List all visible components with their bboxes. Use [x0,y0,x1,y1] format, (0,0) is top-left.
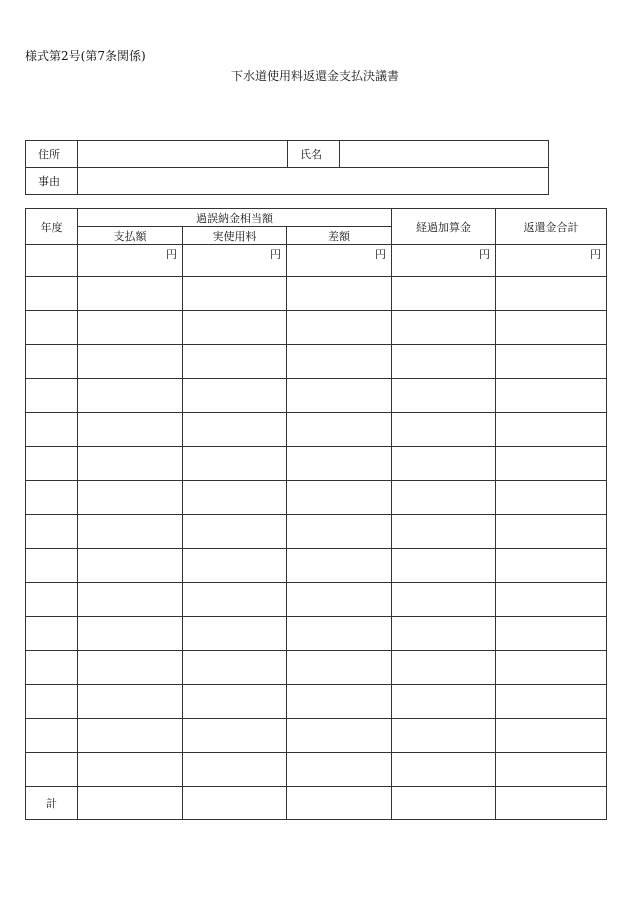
paid-cell[interactable] [78,515,183,549]
interest-cell[interactable] [392,481,496,515]
table-row [26,311,607,345]
paid-cell[interactable] [78,617,183,651]
table-row [26,447,607,481]
year-cell[interactable] [26,379,78,413]
difference-cell[interactable] [287,447,392,481]
refund-total-cell[interactable] [496,617,607,651]
paid-cell[interactable] [78,719,183,753]
actual-fee-cell[interactable] [183,413,287,447]
paid-cell[interactable] [78,651,183,685]
applicant-info-table [25,140,549,195]
table-row [26,379,607,413]
paid-cell[interactable] [78,311,183,345]
total-interest-cell[interactable] [392,787,496,820]
refund-total-cell[interactable] [496,719,607,753]
interest-cell[interactable] [392,651,496,685]
name-field[interactable] [340,141,549,168]
paid-cell[interactable] [78,345,183,379]
address-label: 住所 [26,141,78,168]
interest-cell[interactable] [392,277,496,311]
table-row [26,583,607,617]
interest-cell[interactable] [392,719,496,753]
table-row [26,651,607,685]
actual-fee-cell[interactable] [183,481,287,515]
actual-fee-cell[interactable] [183,447,287,481]
total-row [26,787,607,820]
paid-cell[interactable] [78,753,183,787]
interest-header: 経過加算金 [392,209,496,245]
total-label: 計 [26,787,78,820]
difference-cell[interactable] [287,277,392,311]
table-row [26,617,607,651]
year-cell[interactable] [26,345,78,379]
year-cell[interactable] [26,651,78,685]
year-cell[interactable] [26,447,78,481]
paid-cell[interactable] [78,685,183,719]
interest-cell[interactable] [392,379,496,413]
overpaid-amount-header: 過誤納金相当額 [78,209,392,227]
interest-cell[interactable] [392,685,496,719]
address-field[interactable] [78,141,288,168]
table-row [26,549,607,583]
interest-cell[interactable] [392,753,496,787]
refund-total-header: 返還金合計 [496,209,607,245]
refund-total-cell[interactable] [496,685,607,719]
paid-cell[interactable] [78,447,183,481]
interest-cell[interactable] [392,549,496,583]
paid-cell[interactable] [78,481,183,515]
refund-total-cell[interactable] [496,481,607,515]
difference-cell[interactable] [287,685,392,719]
difference-cell[interactable] [287,719,392,753]
difference-cell[interactable] [287,651,392,685]
unit-label-refund-total: 円 [496,245,607,277]
paid-amount-header: 支払額 [78,227,183,245]
year-header: 年度 [26,209,78,245]
difference-cell[interactable] [287,379,392,413]
actual-fee-cell[interactable] [183,719,287,753]
table-row [26,753,607,787]
name-label: 氏名 [288,141,340,168]
paid-cell[interactable] [78,413,183,447]
paid-cell[interactable] [78,277,183,311]
table-row [26,277,607,311]
refund-total-cell[interactable] [496,345,607,379]
difference-cell[interactable] [287,617,392,651]
header-row-top [26,209,607,227]
unit-row [26,245,607,277]
total-refund-cell[interactable] [496,787,607,820]
interest-cell[interactable] [392,617,496,651]
document-title: 下水道使用料返還金支払決議書 [230,69,399,83]
total-difference-cell[interactable] [287,787,392,820]
refund-total-cell[interactable] [496,379,607,413]
actual-fee-cell[interactable] [183,277,287,311]
paid-cell[interactable] [78,549,183,583]
table-row [26,413,607,447]
actual-fee-cell[interactable] [183,651,287,685]
year-cell[interactable] [26,481,78,515]
actual-fee-cell[interactable] [183,311,287,345]
interest-cell[interactable] [392,583,496,617]
year-cell[interactable] [26,753,78,787]
year-cell[interactable] [26,685,78,719]
interest-cell[interactable] [392,311,496,345]
table-row [26,515,607,549]
difference-cell[interactable] [287,413,392,447]
actual-fee-cell[interactable] [183,617,287,651]
table-row [26,345,607,379]
refund-total-cell[interactable] [496,413,607,447]
difference-cell[interactable] [287,345,392,379]
total-paid-cell[interactable] [78,787,183,820]
actual-fee-cell[interactable] [183,345,287,379]
year-cell[interactable] [26,311,78,345]
actual-fee-cell[interactable] [183,515,287,549]
total-actual-fee-cell[interactable] [183,787,287,820]
table-row [26,719,607,753]
refund-total-cell[interactable] [496,583,607,617]
difference-cell[interactable] [287,753,392,787]
refund-total-cell[interactable] [496,515,607,549]
address-row [26,141,549,168]
refund-total-cell[interactable] [496,651,607,685]
refund-table [25,208,607,820]
difference-cell[interactable] [287,481,392,515]
form-number: 様式第2号(第7条関係) [25,49,146,63]
paid-cell[interactable] [78,583,183,617]
year-cell[interactable] [26,583,78,617]
interest-cell[interactable] [392,413,496,447]
refund-total-cell[interactable] [496,753,607,787]
interest-cell[interactable] [392,515,496,549]
reason-field[interactable] [78,168,549,195]
year-cell[interactable] [26,549,78,583]
interest-cell[interactable] [392,345,496,379]
refund-total-cell[interactable] [496,549,607,583]
table-row [26,685,607,719]
refund-total-cell[interactable] [496,311,607,345]
year-cell[interactable] [26,277,78,311]
year-cell[interactable] [26,515,78,549]
difference-cell[interactable] [287,311,392,345]
paid-cell[interactable] [78,379,183,413]
year-cell[interactable] [26,413,78,447]
actual-fee-cell[interactable] [183,753,287,787]
unit-label-interest: 円 [392,245,496,277]
difference-header: 差額 [287,227,392,245]
year-cell[interactable] [26,719,78,753]
refund-total-cell[interactable] [496,277,607,311]
actual-fee-cell[interactable] [183,379,287,413]
year-cell[interactable] [26,245,78,277]
unit-label-actual-fee: 円 [183,245,287,277]
interest-cell[interactable] [392,447,496,481]
reason-label: 事由 [26,168,78,195]
actual-fee-header: 実使用料 [183,227,287,245]
actual-fee-cell[interactable] [183,549,287,583]
actual-fee-cell[interactable] [183,685,287,719]
table-row [26,481,607,515]
unit-label-difference: 円 [287,245,392,277]
difference-cell[interactable] [287,583,392,617]
difference-cell[interactable] [287,549,392,583]
difference-cell[interactable] [287,515,392,549]
unit-label-paid: 円 [78,245,183,277]
reason-row [26,168,549,195]
year-cell[interactable] [26,617,78,651]
refund-total-cell[interactable] [496,447,607,481]
actual-fee-cell[interactable] [183,583,287,617]
